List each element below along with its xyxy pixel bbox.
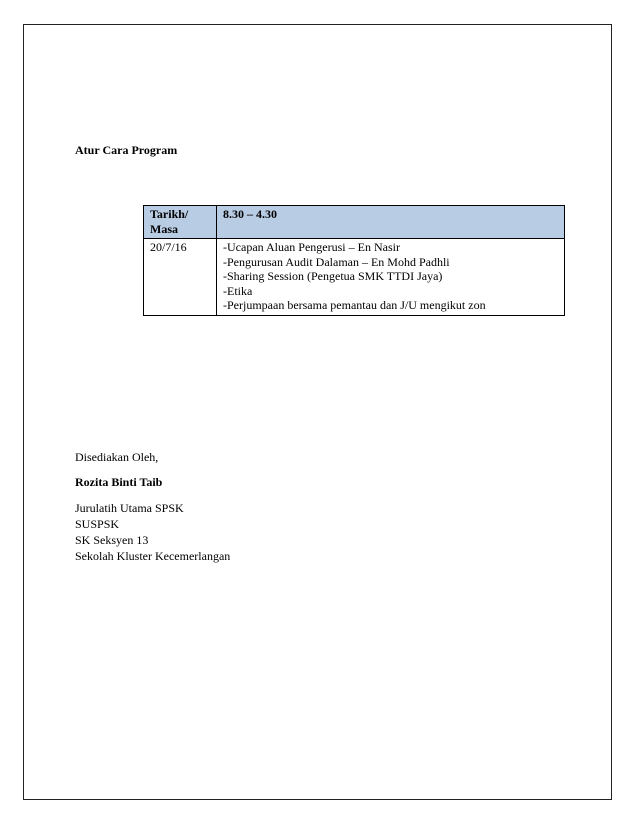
activity-item: -Etika bbox=[223, 283, 253, 298]
page-border bbox=[23, 24, 612, 800]
table-header-row bbox=[144, 206, 565, 239]
table-row bbox=[144, 239, 565, 316]
document-heading: Atur Cara Program bbox=[75, 143, 178, 157]
signatory-school: SK Seksyen 13 bbox=[75, 533, 149, 547]
prepared-by-label: Disediakan Oleh, bbox=[75, 450, 159, 464]
schedule-table bbox=[143, 205, 565, 316]
activity-item: -Pengurusan Audit Dalaman – En Mohd Padhli bbox=[223, 254, 450, 269]
activity-item: -Perjumpaan bersama pemantau dan J/U mengikut zon bbox=[223, 298, 486, 312]
signatory-details bbox=[75, 500, 230, 564]
signatory-name: Rozita Binti Taib bbox=[75, 475, 163, 489]
signatory-unit: SUSPSK bbox=[75, 517, 120, 531]
activity-item: -Ucapan Aluan Pengerusi – En Nasir bbox=[223, 240, 400, 254]
signatory-title: Jurulatih Utama SPSK bbox=[75, 501, 184, 515]
header-date-time: Tarikh/ Masa bbox=[144, 206, 217, 239]
activity-item: -Sharing Session (Pengetua SMK TTDI Jaya) bbox=[223, 269, 443, 283]
row-activities bbox=[217, 239, 565, 316]
row-date: 20/7/16 bbox=[144, 239, 217, 316]
signatory-cluster: Sekolah Kluster Kecemerlangan bbox=[75, 549, 231, 563]
header-time-range: 8.30 – 4.30 bbox=[217, 206, 565, 239]
